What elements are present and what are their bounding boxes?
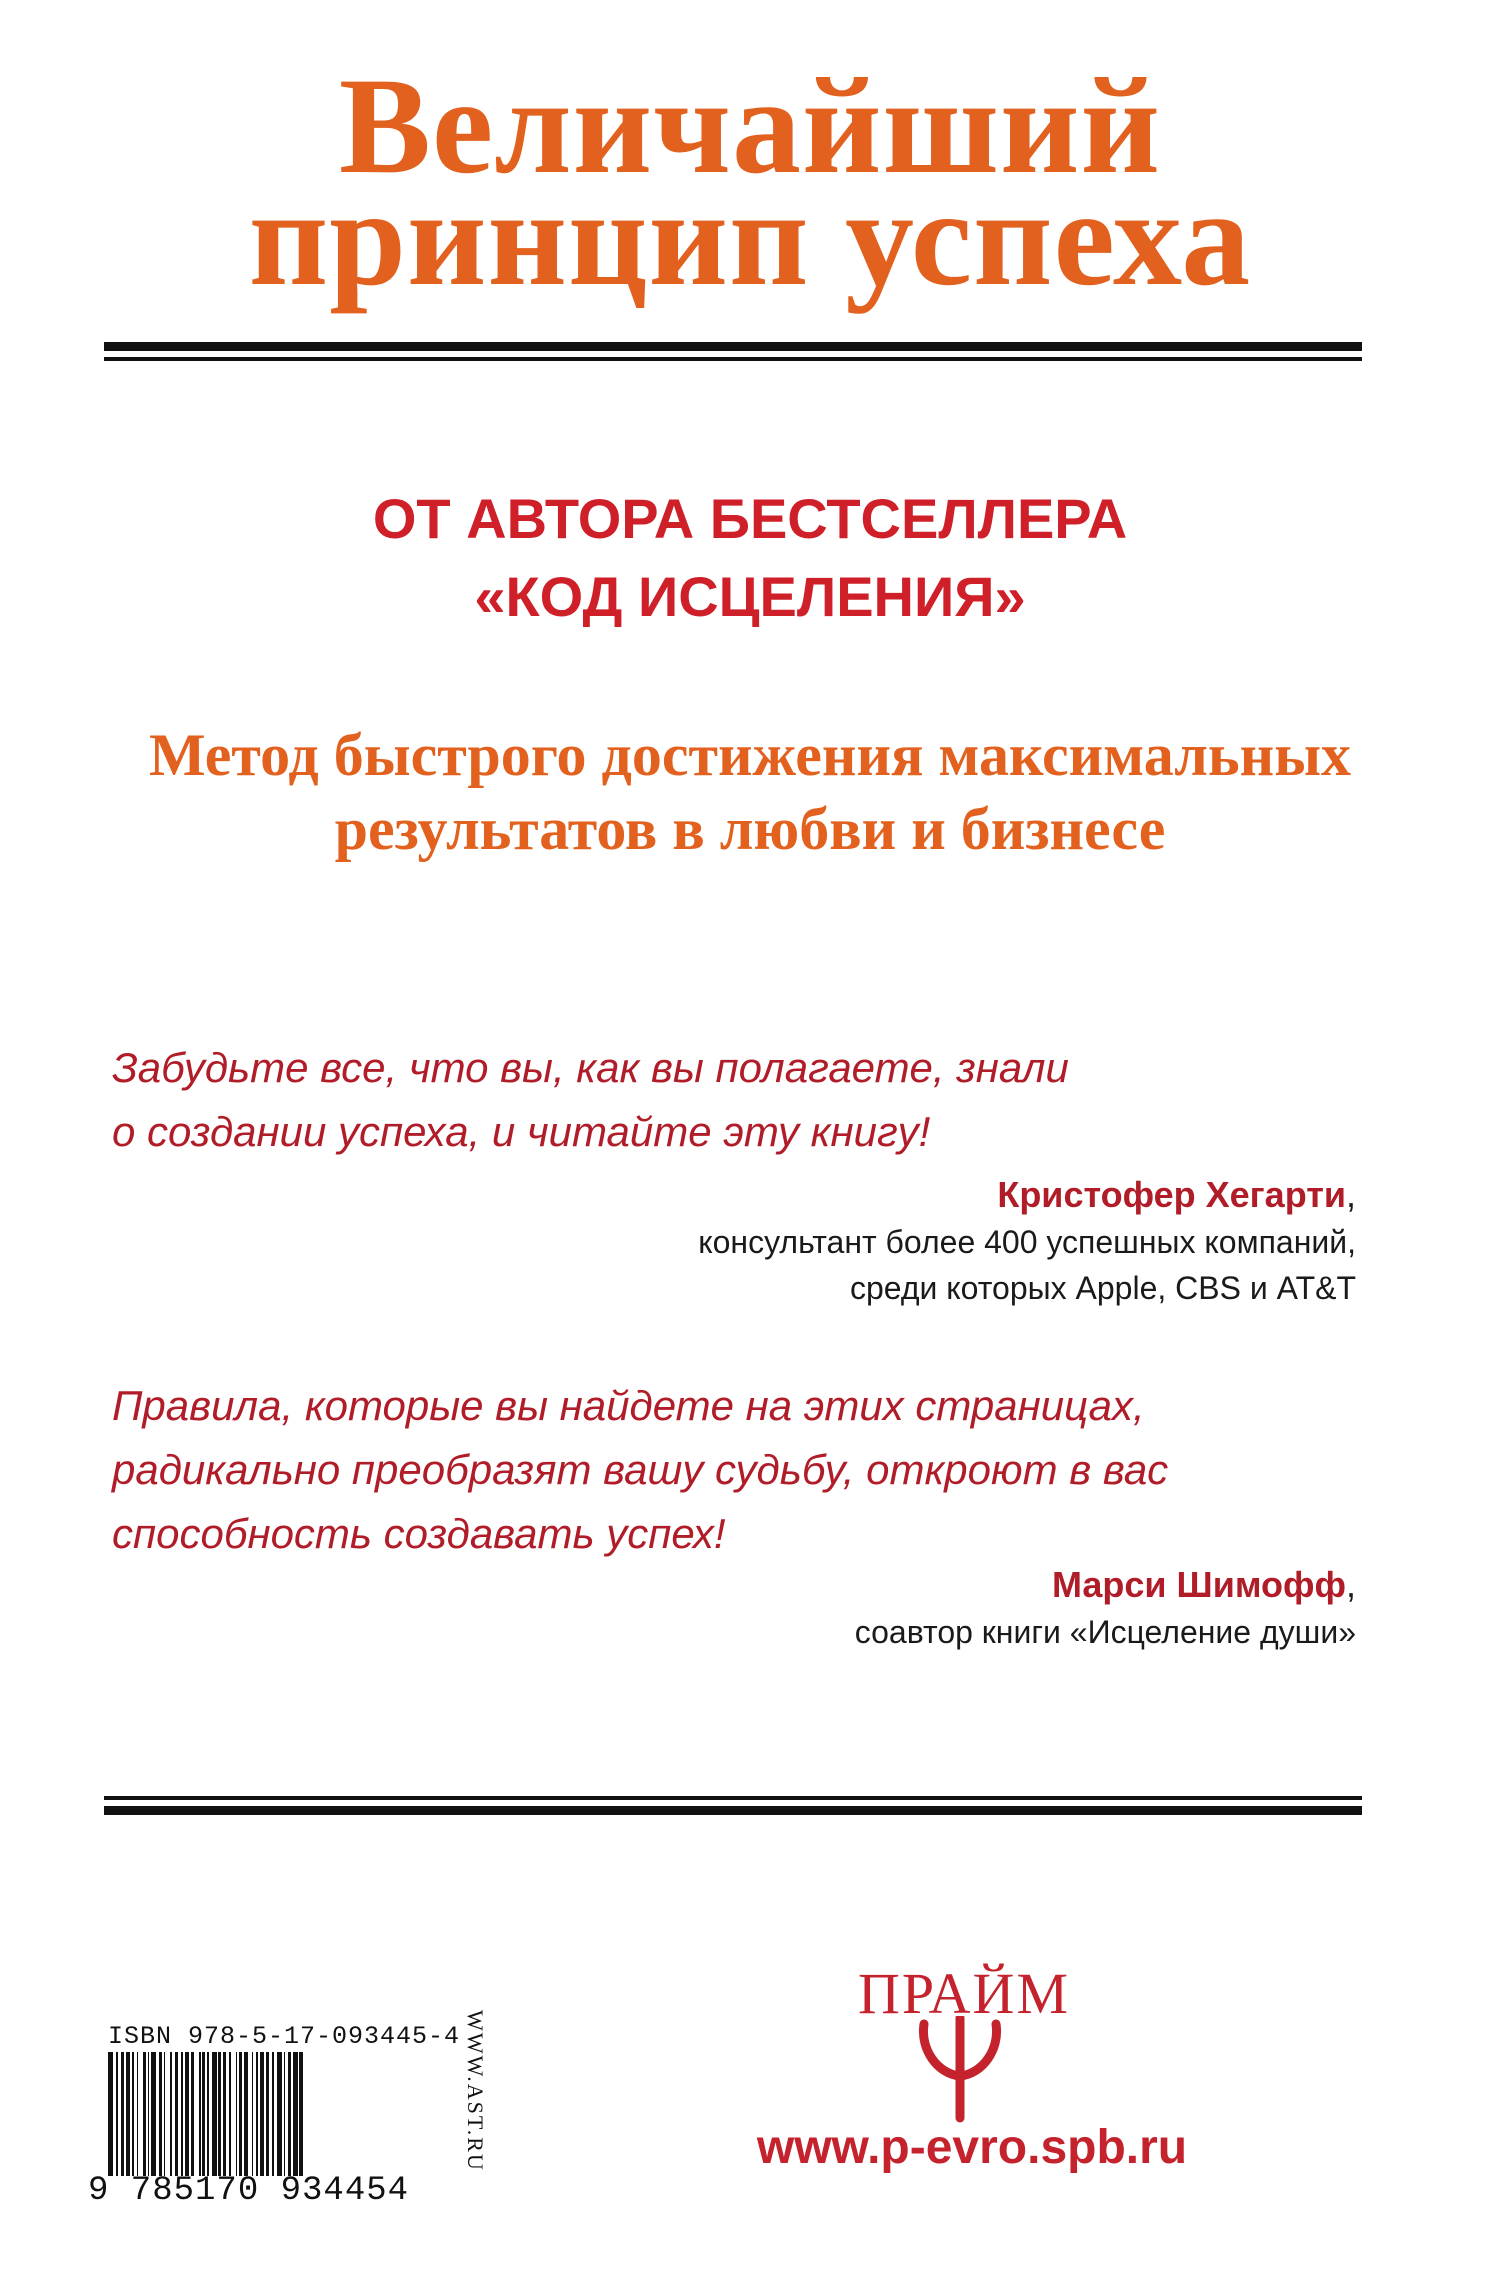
quote-2-role-line-1: соавтор книги «Исцеление души» — [854, 1614, 1356, 1650]
quote-1-role-line-1: консультант более 400 успешных компаний, — [698, 1224, 1356, 1260]
title-line-1: Величайший — [338, 49, 1162, 202]
quote-1-attribution: Кристофер Хегарти, консультант более 400 успешных компаний, среди которых Apple, CBS и AT&T — [698, 1172, 1356, 1311]
psi-symbol-icon — [910, 2016, 1010, 2126]
quote-1-text — [112, 1036, 1352, 1164]
publisher-url: www.p-evro.spb.ru — [756, 2121, 1188, 2174]
subtitle-line-2: результатов в любви и бизнесе — [334, 796, 1166, 862]
book-title — [0, 49, 1500, 314]
quote-1-role-line-2: среди которых Apple, CBS и AT&T — [849, 1270, 1356, 1306]
barcode-gap — [303, 2052, 305, 2176]
quote-1-line-1: Забудьте все, что вы, как вы полагаете, знали — [112, 1044, 1069, 1091]
isbn-text: ISBN 978-5-17-093445-4 — [108, 2022, 461, 2051]
quote-2-line-3: способность создавать успех! — [112, 1510, 726, 1557]
quote-1-author: Кристофер Хегарти — [997, 1174, 1346, 1215]
publisher-name: ПРАЙМ — [857, 1961, 1071, 2026]
from-author-line-2: «КОД ИСЦЕЛЕНИЯ» — [474, 565, 1026, 628]
subtitle — [0, 718, 1500, 866]
top-divider — [104, 342, 1362, 361]
quote-1-line-2: о создании успеха, и читайте эту книгу! — [112, 1108, 931, 1155]
bottom-divider — [104, 1796, 1362, 1815]
from-author-line-1: ОТ АВТОРА БЕСТСЕЛЛЕРА — [372, 487, 1128, 550]
barcode-digits: 9 785170 934454 — [88, 2172, 410, 2210]
ast-url: WWW.AST.RU — [463, 2010, 488, 2172]
from-author-heading — [0, 480, 1500, 636]
quote-2-author: Марси Шимофф — [1051, 1564, 1346, 1605]
quote-2-line-1: Правила, которые вы найдете на этих страницах, — [112, 1382, 1145, 1429]
quote-2-attribution: Марси Шимофф, соавтор книги «Исцеление души» — [855, 1562, 1356, 1655]
isbn-barcode — [108, 2052, 428, 2176]
subtitle-line-1: Метод быстрого достижения максимальных — [148, 722, 1352, 788]
quote-2-text — [112, 1374, 1352, 1566]
title-line-2: принцип успеха — [248, 161, 1252, 314]
quote-2-line-2: радикально преобразят вашу судьбу, откроют в вас — [112, 1446, 1169, 1493]
